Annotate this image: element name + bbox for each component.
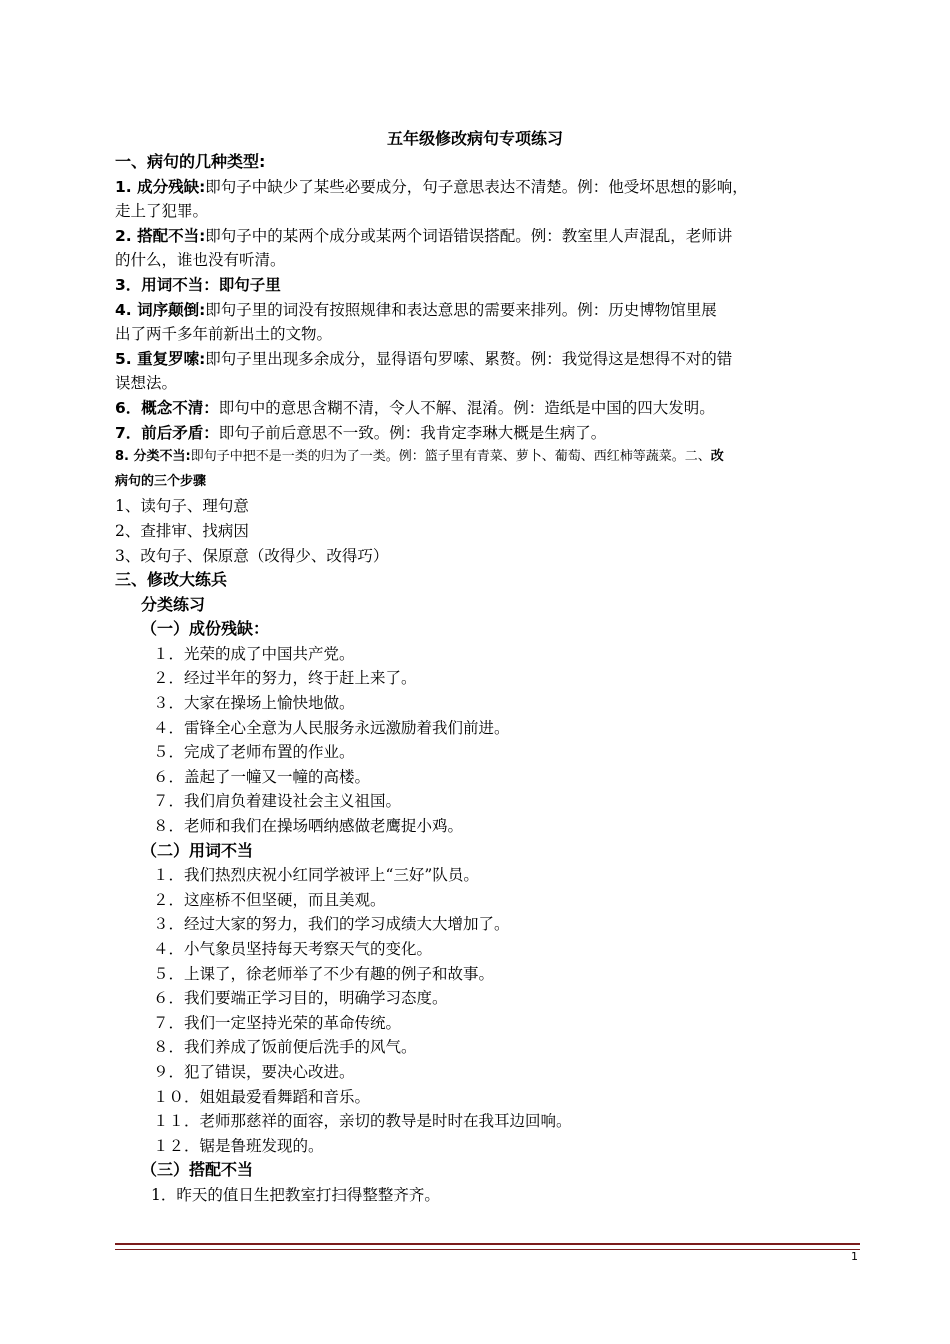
type-label: 1. 成分残缺: <box>115 177 206 196</box>
exercise-item: １．我们热烈庆祝小红同学被评上“三好”队员。 <box>153 866 479 885</box>
type-label: 2. 搭配不当: <box>115 226 206 245</box>
type-item-3: 3．用词不当：即句子里 <box>115 275 281 294</box>
footer-rule <box>115 1243 860 1250</box>
type-item-6 <box>115 396 860 421</box>
exercise-item: ５．上课了，徐老师举了不少有趣的例子和故事。 <box>153 964 495 983</box>
exercise-item: １１．老师那慈祥的面容，亲切的教导是时时在我耳边回响。 <box>153 1112 572 1131</box>
type-text: 即句子里的词没有按照规律和表达意思的需要来排列。例：历史博物馆里展 <box>205 300 717 319</box>
step-item: 3、改句子、保原意（改得少、改得巧） <box>115 546 389 565</box>
exercise-item: ４．小气象员坚持每天考察天气的变化。 <box>153 940 433 958</box>
section3-heading: 三、修改大练兵 <box>115 570 228 590</box>
type-text: 即句子里出现多余成分，显得语句罗嗦、累赘。例：我觉得这是想得不对的错 <box>205 349 733 368</box>
type-text: 即句子中缺少了某些必要成分，句子意思表达不清楚。例：他受坏思想的影响， <box>205 177 748 196</box>
type-text: 即句中的意思含糊不清，令人不解、混淆。例：造纸是中国的四大发明。 <box>218 398 715 417</box>
type-item-2-cont: 的什么，谁也没有听清。 <box>115 251 286 270</box>
type-item-4-cont: 出了两千多年前新出土的文物。 <box>115 325 333 344</box>
exercise-item: ２．这座桥不但坚硬，而且美观。 <box>153 890 386 909</box>
group-title: （二）用词不当 <box>141 840 254 860</box>
exercise-item: １．光荣的成了中国共产党。 <box>153 644 355 663</box>
exercise-item: ３．经过大家的努力，我们的学习成绩大大增加了。 <box>153 915 510 934</box>
exercise-item: 1．昨天的值日生把教室打扫得整整齐齐。 <box>151 1185 440 1204</box>
exercise-item: ９．犯了错误，要决心改进。 <box>153 1062 355 1081</box>
document-body <box>115 150 860 1208</box>
type-label: 4. 词序颠倒: <box>115 300 206 319</box>
type-text: 即句子中的某两个成分或某两个词语错误搭配。例：教室里人声混乱，老师讲 <box>205 226 733 245</box>
step-item: 1、读句子、理句意 <box>115 497 249 516</box>
type-item-5-cont: 误想法。 <box>115 374 178 393</box>
step-item: 2、查排审、找病因 <box>115 521 249 540</box>
exercise-item: ４．雷锋全心全意为人民服务永远激励着我们前进。 <box>153 718 510 737</box>
type-label: 5. 重复罗嗦: <box>115 349 206 368</box>
section3-subheading: 分类练习 <box>141 594 206 614</box>
type-label: 7．前后矛盾： <box>115 423 219 442</box>
exercise-item: ３．大家在操场上愉快地做。 <box>153 694 355 713</box>
section2-heading-cont: 病句的三个步骤 <box>115 473 207 489</box>
exercise-item: ８．老师和我们在操场哂纳感做老鹰捉小鸡。 <box>153 817 464 836</box>
type-label: 8. 分类不当: <box>115 449 191 465</box>
type-text: 即句子前后意思不一致。例：我肯定李琳大概是生病了。 <box>218 423 607 442</box>
exercise-item: １２．锯是鲁班发现的。 <box>153 1136 324 1155</box>
exercise-item: ２．经过半年的努力，终于赶上来了。 <box>153 669 417 688</box>
section1-heading: 一、病句的几种类型: <box>115 152 266 171</box>
exercise-item: １０．姐姐最爱看舞蹈和音乐。 <box>153 1087 371 1106</box>
exercise-item: ６．盖起了一幢又一幢的高楼。 <box>153 767 371 786</box>
type-label: 6．概念不清： <box>115 398 219 417</box>
type-item-2 <box>115 224 860 249</box>
group-title: （一）成份残缺： <box>141 619 270 639</box>
document-title: 五年级修改病句专项练习 <box>386 129 563 148</box>
exercise-item: ８．我们养成了饭前便后洗手的风气。 <box>153 1038 417 1057</box>
page-number: 1 <box>851 1250 858 1263</box>
group-title: （三）搭配不当 <box>141 1160 254 1180</box>
exercise-item: ６．我们要端正学习目的，明确学习态度。 <box>153 989 448 1008</box>
type-item-1 <box>115 175 860 200</box>
type-item-7 <box>115 421 860 446</box>
exercise-item: ７．我们肩负着建设社会主义祖国。 <box>153 792 402 811</box>
type-item-4 <box>115 298 860 323</box>
exercise-item: ５．完成了老师布置的作业。 <box>153 743 355 762</box>
type-item-8 <box>115 445 860 470</box>
type-item-5 <box>115 347 860 372</box>
type-text: 即句子中把不是一类的归为了一类。例：篮子里有青菜、萝卜、葡萄、西红柿等蔬菜。二、 <box>190 449 711 465</box>
exercise-item: ７．我们一定坚持光荣的革命传统。 <box>153 1013 402 1032</box>
type-item-1-cont: 走上了犯罪。 <box>115 202 209 221</box>
section2-heading-start: 改 <box>710 449 724 465</box>
